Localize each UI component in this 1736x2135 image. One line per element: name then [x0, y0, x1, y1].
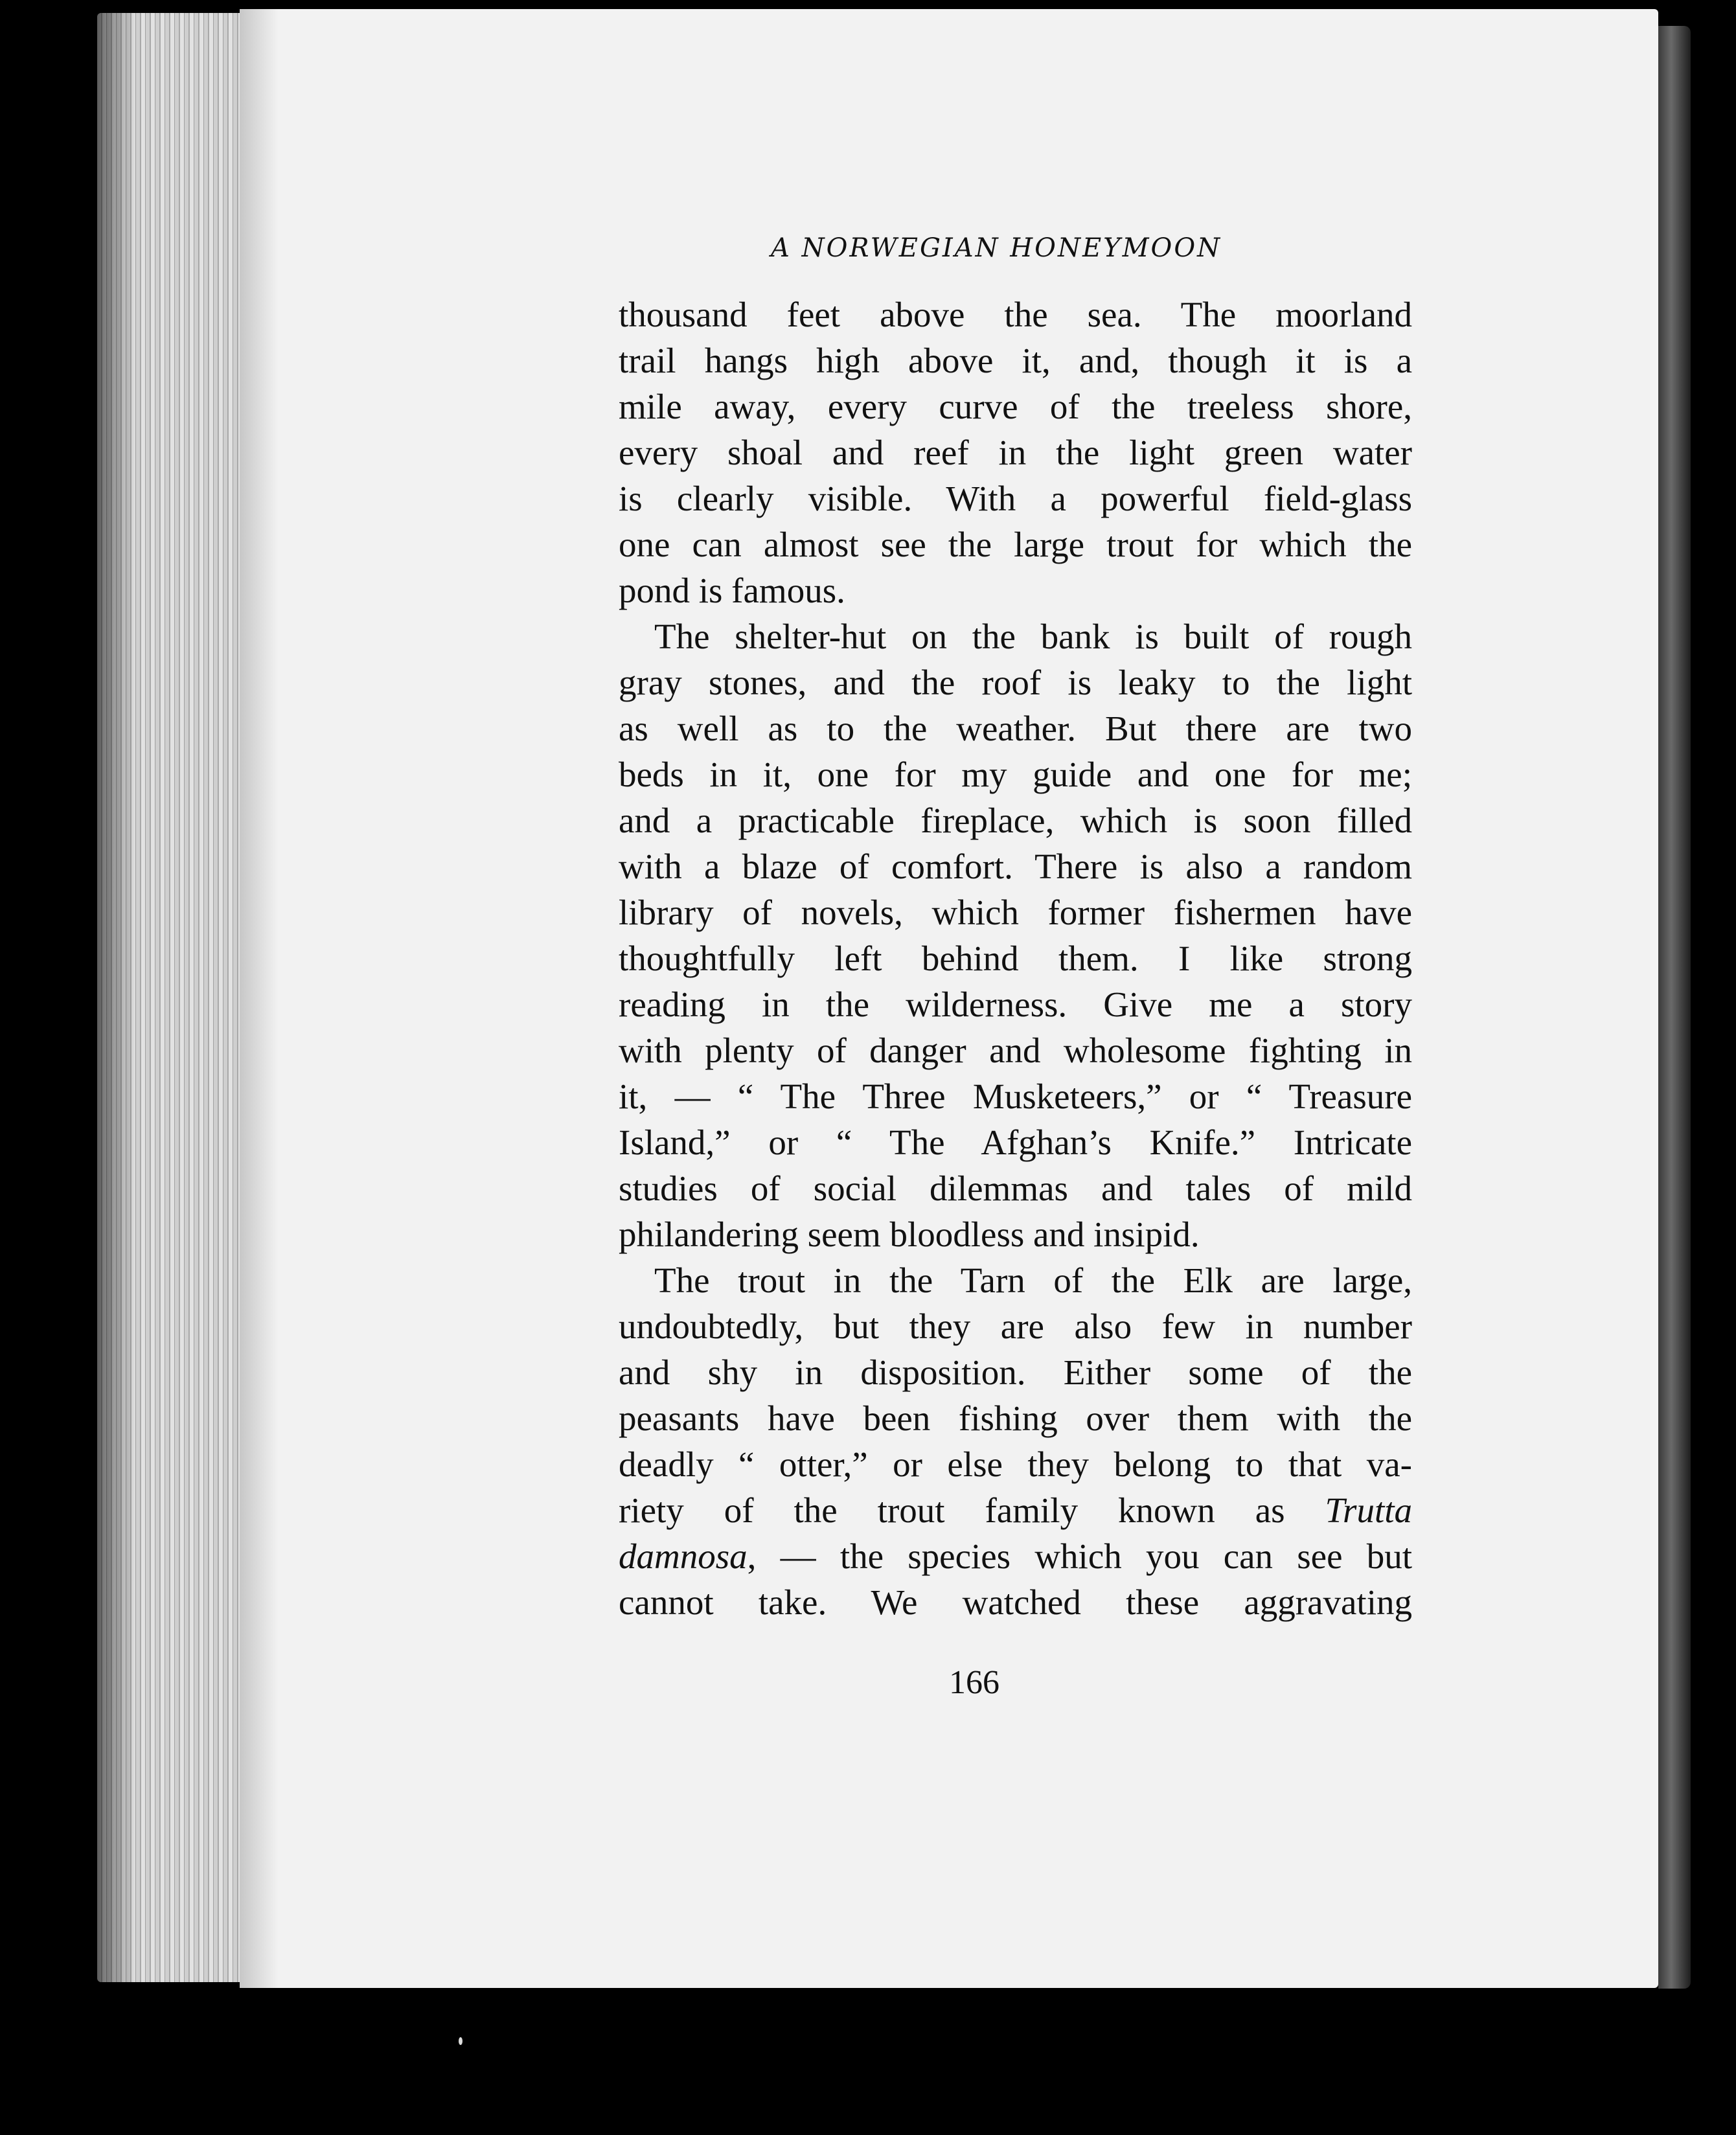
- text-line: pond is famous.: [619, 571, 845, 610]
- text-line: peasants have been fishing over them with the: [619, 1399, 1412, 1438]
- text-line: it, — “ The Three Musketeers,” or “ Treasure: [619, 1077, 1412, 1116]
- page-edges-shade: [97, 13, 136, 1982]
- text-line: gray stones, and the roof is leaky to the light: [619, 663, 1412, 702]
- running-head: A NORWEGIAN HONEYMOON: [771, 233, 1222, 263]
- text-line: beds in it, one for my guide and one for me;: [619, 755, 1412, 794]
- text-segment: riety of the trout family known as: [619, 1490, 1285, 1530]
- text-line: undoubtedly, but they are also few in number: [619, 1307, 1412, 1346]
- text-line: studies of social dilemmas and tales of mild: [619, 1169, 1412, 1208]
- scan-speck: [938, 1789, 944, 1794]
- text-line: trail hangs high above it, and, though it is a: [619, 341, 1412, 380]
- text-line: thousand feet above the sea. The moorland: [619, 295, 1412, 334]
- body-text: [619, 291, 1412, 1625]
- text-segment: , — the species which you can see but: [747, 1536, 1412, 1576]
- text-line: Island,” or “ The Afghan’s Knife.” Intricate: [619, 1123, 1412, 1162]
- right-page-edge: [1658, 26, 1691, 1989]
- text-line: The shelter-hut on the bank is built of rough: [654, 617, 1412, 656]
- text-line: The trout in the Tarn of the Elk are large,: [654, 1261, 1412, 1300]
- text-line: is clearly visible. With a powerful field-glass: [619, 479, 1412, 518]
- text-line: as well as to the weather. But there are two: [619, 709, 1412, 748]
- text-line: mile away, every curve of the treeless shore,: [619, 387, 1412, 426]
- text-line: reading in the wilderness. Give me a story: [619, 985, 1412, 1024]
- text-line: philandering seem bloodless and insipid.: [619, 1215, 1200, 1254]
- text-line: cannot take. We watched these aggravating: [619, 1582, 1412, 1622]
- text-line: and a practicable fireplace, which is soon filled: [619, 801, 1412, 840]
- text-line: with plenty of danger and wholesome fighting in: [619, 1031, 1412, 1070]
- text-line: library of novels, which former fishermen have: [619, 893, 1412, 932]
- spine-shadow: [240, 9, 279, 1988]
- text-line: with a blaze of comfort. There is also a random: [619, 847, 1412, 886]
- text-line-with-italic: [619, 1487, 1412, 1533]
- text-line: every shoal and reef in the light green water: [619, 433, 1412, 472]
- text-line: thoughtfully left behind them. I like strong: [619, 939, 1412, 978]
- text-line: and shy in disposition. Either some of the: [619, 1353, 1412, 1392]
- scan-speck: [459, 2037, 463, 2045]
- italic-term: Trutta: [1325, 1490, 1413, 1530]
- text-line-with-italic: [619, 1533, 1412, 1579]
- page-number: 166: [949, 1664, 999, 1701]
- italic-term: damnosa: [619, 1536, 748, 1576]
- text-line: deadly “ otter,” or else they belong to that va-: [619, 1444, 1412, 1484]
- text-line: one can almost see the large trout for which the: [619, 525, 1412, 564]
